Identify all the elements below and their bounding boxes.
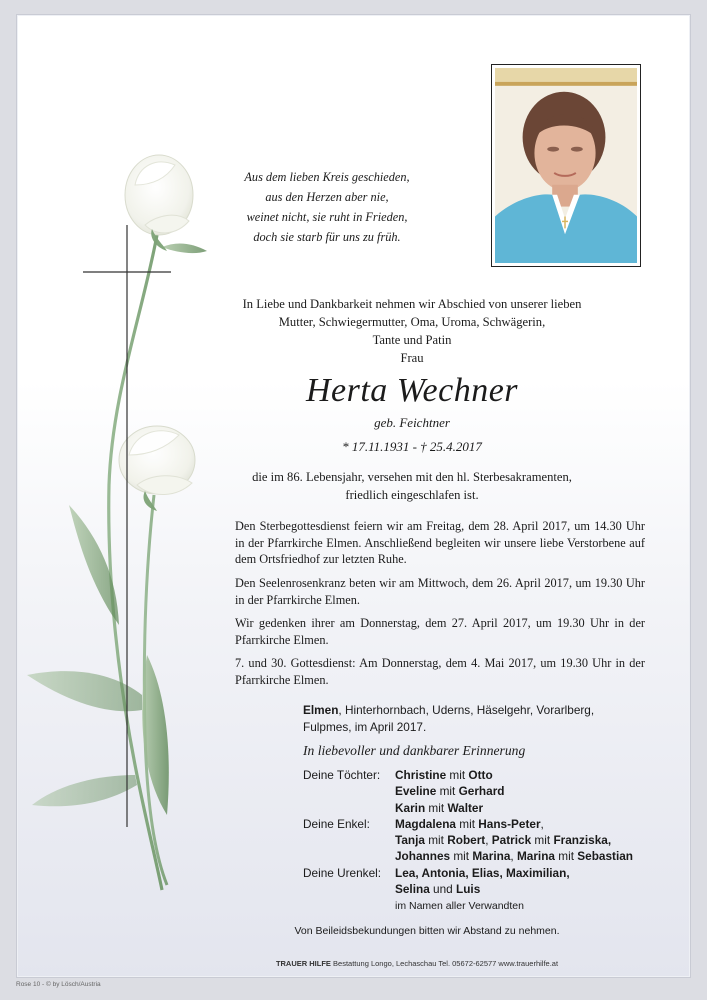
family-line: Lea, Antonia, Elias, Maximilian,: [395, 865, 570, 880]
place-town: Elmen: [303, 703, 339, 717]
portrait-image: [495, 68, 637, 263]
poem-line: weinet nicht, sie ruht in Frieden,: [246, 210, 408, 224]
lifeline-line: die im 86. Lebensjahr, versehen mit den hl. Sterbesakramenten,: [252, 470, 572, 484]
great-grandchildren-group: [303, 865, 663, 898]
lifeline-text: [227, 468, 597, 504]
funeral-service-paragraph: Den Sterbegottesdienst feiern wir am Freitag, dem 28. April 2017, um 14.30 Uhr in der Pfarrkirche Elmen. Anschließend begleiten wir unsere liebe Verstorbene auf dem Ortsfriedhof zur letzten Ruhe.: [235, 519, 645, 566]
place-line2: Fulpmes, im April 2017.: [303, 719, 427, 734]
closing-note: Von Beileidsbekundungen bitten wir Abstand zu nehmen.: [294, 925, 560, 937]
family-line: Eveline mit Gerhard: [395, 784, 505, 799]
life-dates: * 17.11.1931 - † 25.4.2017: [342, 439, 482, 454]
footer-text: Bestattung Longo, Lechaschau Tel. 05672-62577 www.trauerhilfe.at: [330, 959, 559, 968]
poem-line: Aus dem lieben Kreis geschieden,: [244, 170, 410, 184]
place-date: [303, 702, 633, 735]
intro-line: Frau: [400, 351, 424, 365]
place-rest: , Hinterhornbach, Uderns, Häselgehr, Vorarlberg,: [338, 703, 595, 717]
great-grandchildren-label: Deine Urenkel:: [303, 865, 382, 880]
memorial-mass-paragraph: 7. und 30. Gottesdienst: Am Donnerstag, dem 4. Mai 2017, um 19.30 Uhr in der Pfarrkirche Elmen.: [235, 656, 645, 687]
family-list: [303, 767, 663, 897]
intro-line: In Liebe und Dankbarkeit nehmen wir Abschied von unserer lieben: [242, 297, 582, 311]
poem-line: aus den Herzen aber nie,: [265, 190, 389, 204]
poem: [242, 167, 412, 247]
remembrance-paragraph: Wir gedenken ihrer am Donnerstag, dem 27. April 2017, um 19.30 Uhr in der Pfarrkirche Elmen.: [235, 616, 645, 647]
grandchildren-label: Deine Enkel:: [303, 816, 370, 831]
family-line: Christine mit Otto: [395, 768, 493, 782]
family-line: Johannes mit Marina, Marina mit Sebastian: [395, 849, 633, 864]
family-line: Tanja mit Robert, Patrick mit Franziska,: [395, 833, 612, 848]
poem-line: doch sie starb für uns zu früh.: [253, 230, 401, 244]
relatives-note: im Namen aller Verwandten: [395, 900, 524, 912]
intro-line: Tante und Patin: [372, 333, 452, 347]
grandchildren-group: [303, 816, 663, 865]
footer-credit: [167, 959, 667, 968]
family-line: Selina und Luis: [395, 882, 481, 897]
maiden-name: geb. Feichtner: [374, 415, 450, 430]
deceased-name: Herta Wechner: [305, 372, 519, 409]
intro-text: [227, 295, 597, 367]
footer-brand: TRAUER HILFE: [275, 959, 331, 968]
lifeline-line: friedlich eingeschlafen ist.: [345, 488, 479, 502]
daughters-group: [303, 767, 663, 816]
family-line: Magdalena mit Hans-Peter,: [395, 816, 544, 831]
intro-line: Mutter, Schwiegermutter, Oma, Uroma, Schwägerin,: [278, 315, 546, 329]
corner-note: Rose 10 - © by Lösch/Austria: [16, 981, 101, 988]
rosary-paragraph: Den Seelenrosenkranz beten wir am Mittwoch, dem 26. April 2017, um 19.30 Uhr in der Pfarrkirche Elmen.: [235, 576, 645, 607]
obituary-card: [16, 14, 691, 978]
daughters-label: Deine Töchter:: [303, 768, 381, 782]
family-line: Karin mit Walter: [395, 800, 484, 815]
memory-heading: In liebevoller und dankbarer Erinnerung: [303, 743, 526, 758]
portrait-photo: [491, 64, 641, 267]
